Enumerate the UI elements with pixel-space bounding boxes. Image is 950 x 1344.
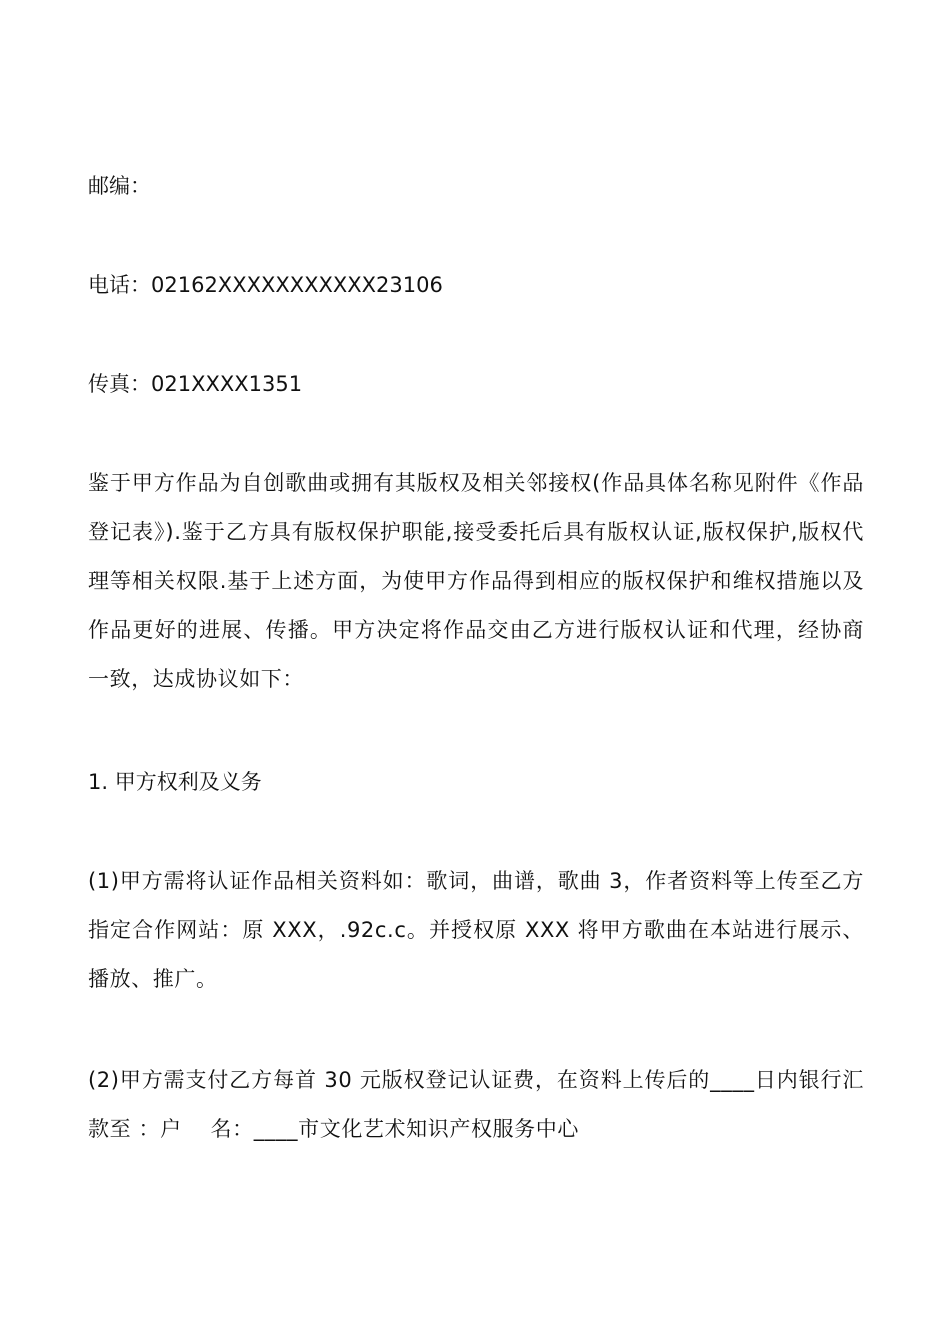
section-heading: 1. 甲方权利及义务 xyxy=(88,770,262,794)
fax-line: 传真：021XXXX1351 xyxy=(88,372,303,396)
clause-2-paragraph: (2)甲方需支付乙方每首 30 元版权登记认证费，在资料上传后的____日内银行汇款至 ：户 名：____市文化艺术知识产权服务中心 xyxy=(88,1068,864,1141)
phone-line: 电话：02162XXXXXXXXXXX23106 xyxy=(88,273,443,297)
clause-1-paragraph: (1)甲方需将认证作品相关资料如：歌词，曲谱，歌曲 3，作者资料等上传至乙方指定合作网站：原 XXX，.92c.c。并授权原 XXX 将甲方歌曲在本站进行展示、播放、推广。 xyxy=(88,869,864,991)
postcode-line: 邮编： xyxy=(88,174,151,198)
intro-paragraph: 鉴于甲方作品为自创歌曲或拥有其版权及相关邻接权(作品具体名称见附件《作品登记表》).鉴于乙方具有版权保护职能,接受委托后具有版权认证,版权保护,版权代理等相关权限.基于上述方面，为使甲方作品得到相应的版权保护和维权措施以及作品更好的进展、传播。甲方决定将作品交由乙方进行版权认证和代理，经协商一致，达成协议如下： xyxy=(88,471,864,691)
